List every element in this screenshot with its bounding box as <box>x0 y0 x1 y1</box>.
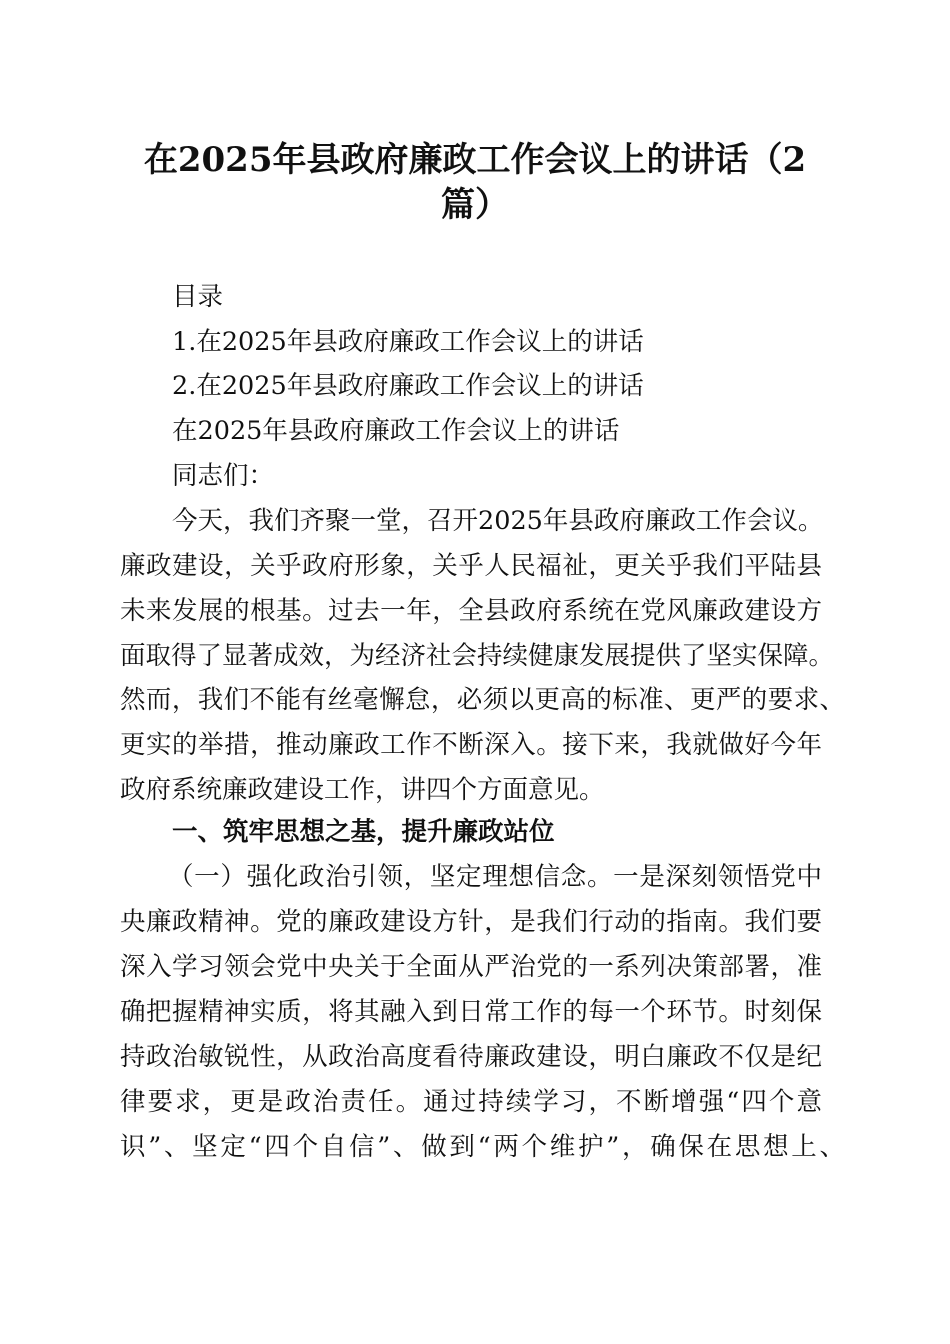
paragraph-line: 识”、坚定“四个自信”、做到“两个维护”，确保在思想上、 <box>120 1132 845 1162</box>
document-title-line-2: 篇） <box>441 185 509 225</box>
paragraph-line: 律要求，更是政治责任。通过持续学习，不断增强“四个意 <box>120 1087 822 1117</box>
speech-title: 在2025年县政府廉政工作会议上的讲话 <box>172 416 620 446</box>
paragraph-line: 面取得了显著成效，为经济社会持续健康发展提供了坚实保障。 <box>120 641 835 671</box>
paragraph-line: 廉政建设，关乎政府形象，关乎人民福祉，更关乎我们平陆县 <box>120 551 822 581</box>
document-title-line-1: 在2025年县政府廉政工作会议上的讲话（2 <box>143 140 807 180</box>
paragraph-line: （一）强化政治引领，坚定理想信念。一是深刻领悟党中 <box>168 862 822 892</box>
paragraph-line: 深入学习领会党中央关于全面从严治党的一系列决策部署，准 <box>120 952 822 982</box>
paragraph-line: 更实的举措，推动廉政工作不断深入。接下来，我就做好今年 <box>120 730 822 760</box>
paragraph-line: 持政治敏锐性，从政治高度看待廉政建设，明白廉政不仅是纪 <box>120 1042 822 1072</box>
paragraph-line: 未来发展的根基。过去一年，全县政府系统在党风廉政建设方 <box>120 596 822 626</box>
section-heading: 一、筑牢思想之基，提升廉政站位 <box>172 817 555 847</box>
toc-item-1: 1.在2025年县政府廉政工作会议上的讲话 <box>172 327 644 357</box>
paragraph-line: 然而，我们不能有丝毫懈怠，必须以更高的标准、更严的要求、 <box>120 685 845 715</box>
paragraph-line: 确把握精神实质，将其融入到日常工作的每一个环节。时刻保 <box>120 997 822 1027</box>
paragraph-line: 央廉政精神。党的廉政建设方针，是我们行动的指南。我们要 <box>120 907 822 937</box>
salutation: 同志们： <box>172 461 275 491</box>
toc-label: 目录 <box>172 282 224 312</box>
toc-item-2: 2.在2025年县政府廉政工作会议上的讲话 <box>172 371 644 401</box>
paragraph-line: 政府系统廉政建设工作，讲四个方面意见。 <box>120 775 605 805</box>
paragraph-line: 今天，我们齐聚一堂，召开2025年县政府廉政工作会议。 <box>172 506 824 536</box>
